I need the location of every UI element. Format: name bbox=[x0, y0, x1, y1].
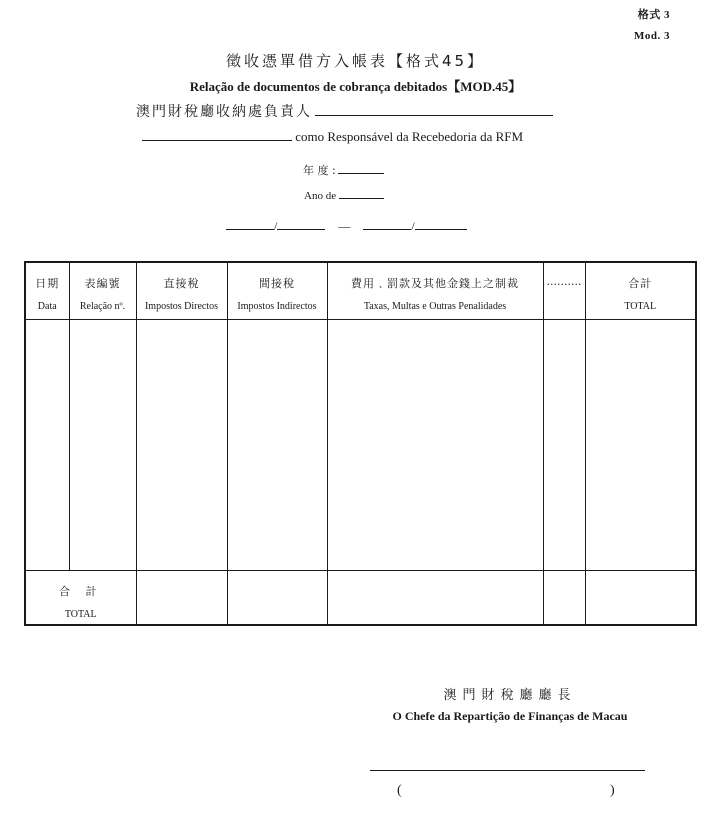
total-other[interactable] bbox=[543, 571, 585, 626]
form-code-pt: Mod. 3 bbox=[634, 30, 670, 42]
year-zh-row bbox=[303, 162, 384, 178]
responsible-pt-row bbox=[142, 127, 523, 145]
period-slash-2: / bbox=[411, 219, 415, 233]
total-direct-taxes[interactable] bbox=[136, 571, 227, 626]
cell-relation-no[interactable] bbox=[69, 320, 136, 571]
col-header-fees-penalties: 費用﹑罰款及其他金錢上之制裁 Taxas, Multas e Outras Penalidades bbox=[327, 262, 543, 320]
responsible-zh-row bbox=[136, 101, 553, 121]
cell-total[interactable] bbox=[585, 320, 696, 571]
responsible-name-field-pt[interactable] bbox=[142, 127, 292, 141]
responsible-name-field[interactable] bbox=[315, 102, 553, 116]
period-slash: / bbox=[274, 219, 278, 233]
period-row bbox=[226, 218, 467, 234]
period-start-month-field[interactable] bbox=[277, 218, 325, 230]
paren-close: ) bbox=[610, 783, 615, 798]
title-zh: 徵收憑單借方入帳表【格式45】 bbox=[225, 52, 486, 70]
col-header-date: 日期 Data bbox=[25, 262, 69, 320]
ledger-table bbox=[24, 261, 697, 626]
total-row-label: 合 計 TOTAL bbox=[25, 571, 136, 626]
cell-other[interactable] bbox=[543, 320, 585, 571]
total-fees-penalties[interactable] bbox=[327, 571, 543, 626]
col-header-other: .......... bbox=[543, 262, 585, 320]
cell-indirect-taxes[interactable] bbox=[227, 320, 327, 571]
period-end-month-field[interactable] bbox=[415, 218, 467, 230]
total-indirect-taxes[interactable] bbox=[227, 571, 327, 626]
total-grand[interactable] bbox=[585, 571, 696, 626]
table-header-row bbox=[25, 262, 696, 320]
year-pt: Ano de bbox=[304, 190, 337, 202]
table-body-row bbox=[25, 320, 696, 571]
col-header-indirect-taxes: 間接稅 Impostos Indirectos bbox=[227, 262, 327, 320]
title-pt: Relação de documentos de cobrança debitados【MOD.45】 bbox=[189, 79, 522, 94]
period-end-day-field[interactable] bbox=[363, 218, 411, 230]
period-start-day-field[interactable] bbox=[226, 218, 274, 230]
chief-title-zh: 澳門財稅廳廳長 bbox=[443, 688, 577, 703]
col-header-total: 合計 TOTAL bbox=[585, 262, 696, 320]
year-pt-row bbox=[304, 187, 384, 202]
responsible-pt: como Responsável da Recebedoria da RFM bbox=[295, 129, 524, 144]
signature-line[interactable] bbox=[370, 770, 645, 771]
table-total-row bbox=[25, 571, 696, 626]
responsible-zh: 澳門財稅廳收納處負責人 bbox=[136, 104, 312, 120]
cell-fees-penalties[interactable] bbox=[327, 320, 543, 571]
chief-title-pt: O Chefe da Repartição de Finanças de Macau bbox=[392, 709, 628, 723]
cell-direct-taxes[interactable] bbox=[136, 320, 227, 571]
period-dash: — bbox=[338, 219, 351, 233]
cell-date[interactable] bbox=[25, 320, 69, 571]
paren-open: ( bbox=[397, 783, 402, 798]
year-zh: 年 度 : bbox=[303, 164, 336, 177]
col-header-direct-taxes: 直接稅 Impostos Directos bbox=[136, 262, 227, 320]
col-header-relation-no: 表編號 Relação nº. bbox=[69, 262, 136, 320]
form-code-zh: 格式 3 bbox=[637, 9, 670, 21]
year-field[interactable] bbox=[338, 162, 384, 174]
year-field-pt[interactable] bbox=[339, 187, 384, 199]
